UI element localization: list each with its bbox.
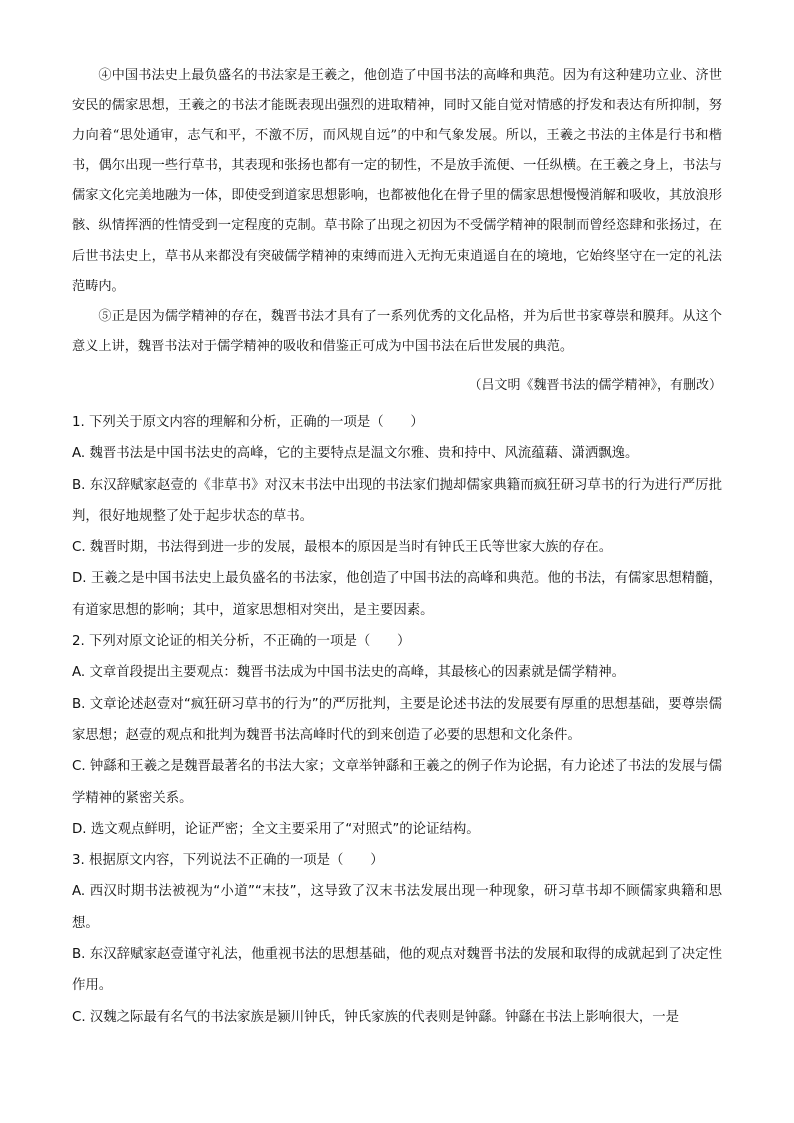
question-3-option-b: B. 东汉辞赋家赵壹谨守礼法，他重视书法的思想基础，他的观点对魏晋书法的发展和取得的成就起到了决定性作用。 <box>72 947 722 994</box>
question-3-stem: 3. 根据原文内容，下列说法不正确的一项是（ ） <box>72 853 384 869</box>
question-2-option-d: D. 选文观点鲜明，论证严密；全文主要采用了“对照式”的论证结构。 <box>72 821 480 837</box>
question-1-option-c: C. 魏晋时期，书法得到进一步的发展，最根本的原因是当时有钟氏王氏等世家大族的存在。 <box>72 540 613 556</box>
question-1-option-b: B. 东汉辞赋家赵壹的《非草书》对汉末书法中出现的书法家们抛却儒家典籍而疯狂研习草书的行为进行严厉批判，很好地规整了处于起步状态的草书。 <box>72 477 722 524</box>
question-2-option-c: C. 钟繇和王羲之是魏晋最著名的书法大家；文章举钟繇和王羲之的例子作为论据，有力论述了书法的发展与儒学精神的紧密关系。 <box>72 759 722 806</box>
question-2-option-b: B. 文章论述赵壹对“疯狂研习草书的行为”的严厉批判，主要是论述书法的发展要有厚重的思想基础，要尊崇儒家思想；赵壹的观点和批判为魏晋书法高峰时代的到来创造了必要的思想和文化条件。 <box>72 696 722 743</box>
question-1 <box>72 407 722 626</box>
question-2-stem: 2. 下列对原文论证的相关分析，不正确的一项是（ ） <box>72 634 411 650</box>
passage-paragraph-4: ④中国书法史上最负盛名的书法家是王羲之，他创造了中国书法的高峰和典范。因为有这种建功立业、济世安民的儒家思想，王羲之的书法才能既表现出强烈的进取精神，同时又能自觉对情感的抒发和表达有所抑制，努力向着“思处通审，志气和平，不激不厉，而风规自远”的中和气象发展。所以，王羲之书法的主体是行书和楷书，偶尔出现一些行草书，其表现和张扬也都有一定的韧性，不是放手流便、一任纵横。在王羲之身上，书法与儒家文化完美地融为一体，即使受到道家思想影响，也都被他化在骨子里的儒家思想慢慢消解和吸收，其放浪形骸、纵情挥洒的性情受到一定程度的克制。草书除了出现之初因为不受儒学精神的限制而曾经恣肆和张扬过，在后世书法史上，草书从来都没有突破儒学精神的束缚而进入无拘无束逍遥自在的境地，它始终坚守在一定的礼法范畴内。 <box>72 68 722 294</box>
question-1-stem: 1. 下列关于原文内容的理解和分析，正确的一项是（ ） <box>72 415 424 430</box>
passage-source: （吕文明《魏晋书法的儒学精神》，有删改） <box>468 378 722 393</box>
question-3 <box>72 845 722 1033</box>
passage-paragraph-5: ⑤正是因为儒学精神的存在，魏晋书法才具有了一系列优秀的文化品格，并为后世书家尊崇和膜拜。从这个意义上讲，魏晋书法对于儒学精神的吸收和借鉴正可成为中国书法在后世发展的典范。 <box>72 308 722 354</box>
question-1-option-d: D. 王羲之是中国书法史上最负盛名的书法家，他创造了中国书法的高峰和典范。他的书法，有儒家思想精髓，有道家思想的影响；其中，道家思想相对突出，是主要因素。 <box>72 571 722 618</box>
question-1-option-a: A. 魏晋书法是中国书法史的高峰，它的主要特点是温文尔雅、贵和持中、风流蕴藉、潇洒飘逸。 <box>72 446 639 462</box>
reading-passage <box>72 61 722 362</box>
question-list <box>72 407 722 1033</box>
question-2-option-a: A. 文章首段提出主要观点：魏晋书法成为中国书法史的高峰，其最核心的因素就是儒学精神。 <box>72 665 626 681</box>
question-2 <box>72 626 722 845</box>
question-3-option-c: C. 汉魏之际最有名气的书法家族是颍川钟氏，钟氏家族的代表则是钟繇。钟繇在书法上影响很大，一是 <box>72 1009 680 1025</box>
question-3-option-a: A. 西汉时期书法被视为“小道”“末技”，这导致了汉末书法发展出现一种现象，研习草书却不顾儒家典籍和思想。 <box>72 884 722 931</box>
